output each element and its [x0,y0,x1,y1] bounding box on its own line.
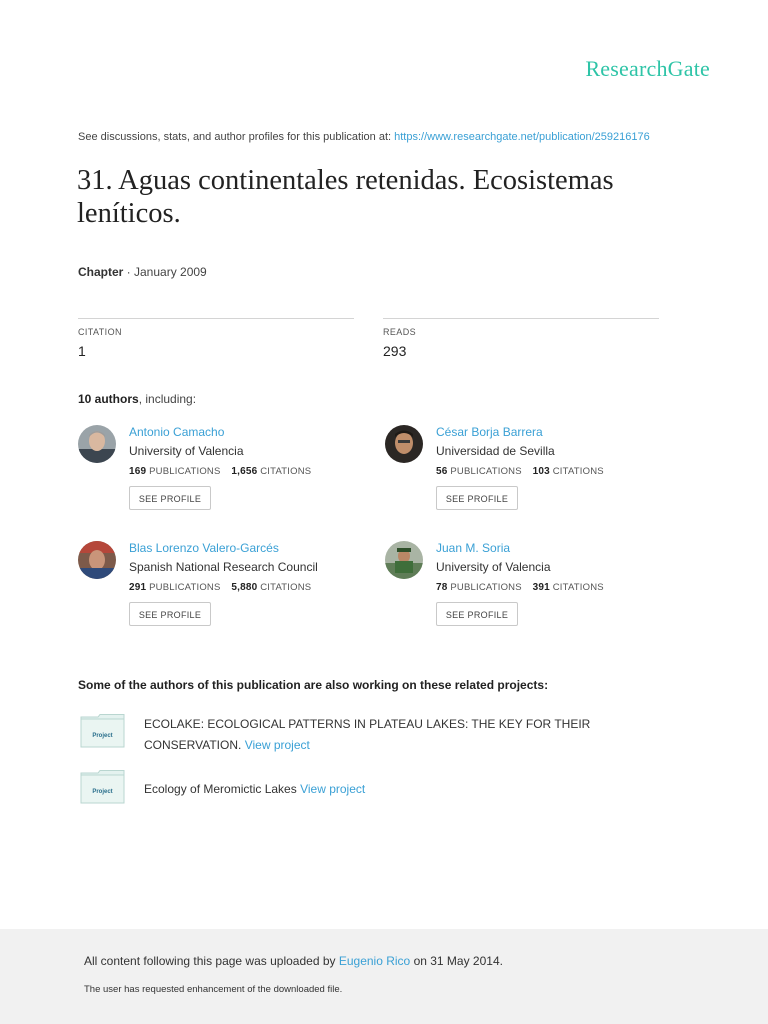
author-avatar[interactable] [385,541,423,579]
author-name-link[interactable]: Blas Lorenzo Valero-Garcés [129,541,279,555]
upload-suffix: on 31 May 2014. [410,954,503,968]
author-card [385,541,685,641]
publications-label: PUBLICATIONS [450,466,522,477]
discussion-line [78,131,650,143]
reads-value: 293 [383,343,407,359]
project-title: ECOLAKE: ECOLOGICAL PATTERNS IN PLATEAU LAKES: THE KEY FOR THEIR CONSERVATION. [144,717,591,752]
related-projects-heading: Some of the authors of this publication are also working on these related projects: [78,678,549,692]
author-card [78,425,378,525]
project-folder-icon [80,770,125,804]
author-card [78,541,378,641]
author-stats [129,582,311,593]
author-name-link[interactable]: Juan M. Soria [436,541,511,555]
author-name-link[interactable]: César Borja Barrera [436,425,543,439]
author-institution: University of Valencia [129,444,244,458]
footer [0,929,768,1024]
author-card [385,425,685,525]
upload-notice [84,954,503,968]
publications-count: 291 [129,582,147,593]
author-stats [436,582,604,593]
view-project-link[interactable]: View project [300,782,366,796]
publications-label: PUBLICATIONS [450,582,522,593]
project-folder-label: Project [92,733,113,739]
see-profile-button[interactable]: SEE PROFILE [129,486,211,510]
reads-label: READS [383,327,417,337]
publications-count: 169 [129,466,147,477]
author-avatar[interactable] [78,541,116,579]
view-project-link[interactable]: View project [244,738,310,752]
see-profile-button[interactable]: SEE PROFILE [436,486,518,510]
publication-type [78,265,207,279]
authors-count: 10 authors [78,392,139,406]
publications-label: PUBLICATIONS [149,466,221,477]
citations-count: 5,880 [231,582,258,593]
see-profile-button[interactable]: SEE PROFILE [129,602,211,626]
citations-count: 1,656 [231,466,258,477]
uploader-link[interactable]: Eugenio Rico [338,954,411,968]
authors-heading [78,392,196,406]
citations-count: 391 [532,582,550,593]
project-folder-icon [80,714,125,748]
discussion-text: See discussions, stats, and author profiles for this publication at: [78,131,395,143]
reads-stat [383,318,659,359]
author-stats [129,466,311,477]
citation-value: 1 [78,343,86,359]
author-avatar[interactable] [385,425,423,463]
citations-label: CITATIONS [260,466,312,477]
publication-date: · January 2009 [123,265,207,279]
author-avatar[interactable] [78,425,116,463]
project-text [144,714,684,756]
citations-count: 103 [532,466,550,477]
author-stats [436,466,604,477]
publications-count: 78 [436,582,448,593]
publication-url-link[interactable]: https://www.researchgate.net/publication/259216176 [394,131,650,143]
citations-label: CITATIONS [260,582,312,593]
upload-prefix: All content following this page was uploaded by [84,954,339,968]
citations-label: CITATIONS [552,466,604,477]
publication-kind: Chapter [78,265,124,279]
publication-title: 31. Aguas continentales retenidas. Ecosistemas leníticos. [77,165,614,229]
author-institution: Universidad de Sevilla [436,444,555,458]
citation-stat [78,318,354,359]
project-text [144,779,684,800]
publications-label: PUBLICATIONS [149,582,221,593]
see-profile-button[interactable]: SEE PROFILE [436,602,518,626]
author-institution: Spanish National Research Council [129,560,318,574]
project-folder-label: Project [92,789,113,795]
enhancement-notice: The user has requested enhancement of the downloaded file. [84,984,343,995]
project-title: Ecology of Meromictic Lakes [144,782,297,796]
publications-count: 56 [436,466,448,477]
citations-label: CITATIONS [552,582,604,593]
author-institution: University of Valencia [436,560,551,574]
author-name-link[interactable]: Antonio Camacho [129,425,225,439]
authors-suffix: , including: [138,392,197,406]
researchgate-logo[interactable]: ResearchGate [585,56,710,81]
citation-label: CITATION [78,327,122,337]
